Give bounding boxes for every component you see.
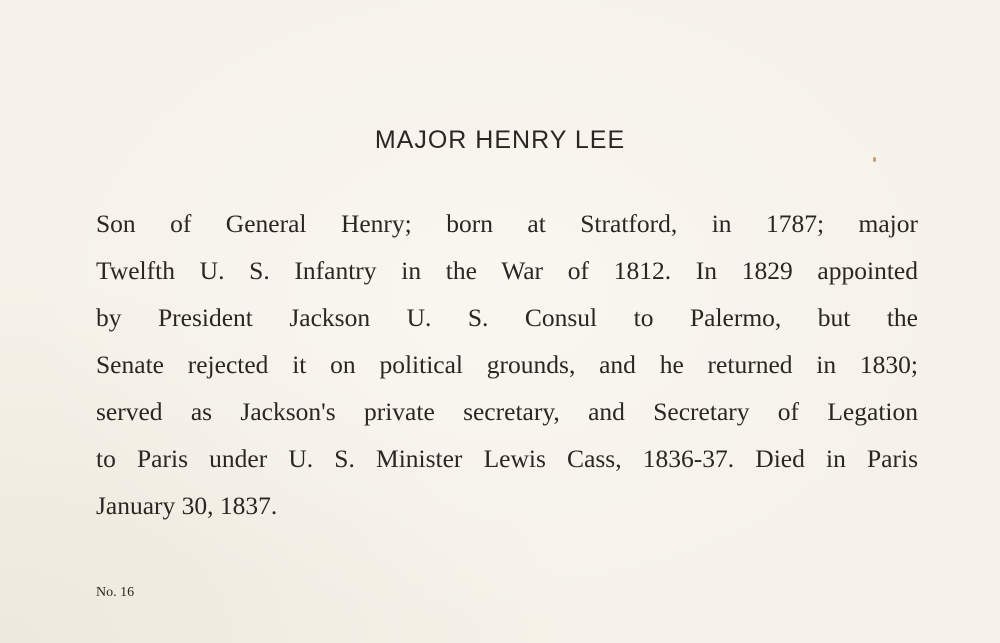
- card-title: MAJOR HENRY LEE: [374, 126, 626, 154]
- paper-speck: [873, 157, 876, 162]
- biography-line: by President Jackson U. S. Consul to Palermo, but the: [96, 303, 918, 332]
- biography-line: served as Jackson's private secretary, and Secretary of Legation: [96, 397, 918, 426]
- biography-text: [96, 200, 918, 529]
- biography-line: to Paris under U. S. Minister Lewis Cass, 1836-37. Died in Paris: [96, 444, 918, 473]
- card-number: No. 16: [96, 585, 135, 600]
- biography-line: Son of General Henry; born at Stratford, in 1787; major: [96, 209, 918, 238]
- biography-line: Twelfth U. S. Infantry in the War of 1812. In 1829 appointed: [96, 256, 918, 285]
- biography-line: January 30, 1837.: [96, 491, 278, 520]
- biography-line: Senate rejected it on political grounds, and he returned in 1830;: [96, 350, 918, 379]
